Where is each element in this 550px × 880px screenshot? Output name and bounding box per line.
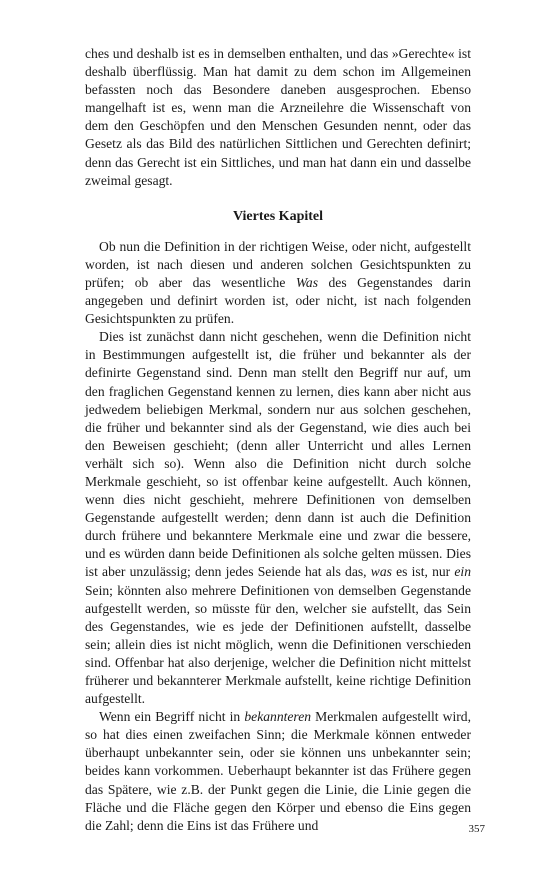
paragraph-2-text-c: Sein; könnten also mehrere Definitionen von demselben Gegenstande aufgestellt werden, so müsste für den, welcher sie aufstellt, das Sein des Gegenstandes, wie es jede der Definitionen aufstellt, dasselbe sein; allein dies ist nicht möglich, wenn die Definitionen verschieden sind. Offenbar hat also derjenige, welcher die Definition nicht mittelst früherer und bekannterer Merkmale aufstellt, keine richtige Definition aufgestellt.: [85, 582, 471, 707]
paragraph-3-emphasis: bekannteren: [244, 709, 312, 725]
paragraph-1-text-a: Ob nun die Definition in der richtigen Weise, oder nicht, aufgestellt worden, ist nach diesen und anderen solchen Gesichtspunkten zu prüfen; ob aber das wesentliche: [85, 238, 471, 290]
page-body: [85, 45, 471, 835]
paragraph-1-emphasis: Was: [295, 274, 319, 290]
paragraph-2-emphasis-1: was: [370, 564, 392, 580]
paragraph-2-emphasis-2: ein: [454, 564, 471, 580]
intro-paragraph: ches und deshalb ist es in demselben enthalten, und das »Gerechte« ist deshalb überflüssig. Man hat damit zu dem schon im Allgemeinen befassten noch das Besondere daneben ausgesprochen. Ebenso mangelhaft ist es, wenn man die Arzneilehre die Wissenschaft von dem den Geschöpfen und den Menschen Gesunden nennt, oder das Gesetz als das Bild des natürlichen Sittlichen und Gerechten definirt; denn das Gerecht ist ein Sittliches, und man hat dann ein und dasselbe zweimal gesagt.: [85, 46, 471, 188]
paragraph-1: [85, 238, 471, 328]
paragraph-2: [85, 328, 471, 708]
paragraph-3: [85, 708, 471, 835]
page-number: 357: [468, 823, 485, 835]
chapter-heading: Viertes Kapitel: [232, 208, 324, 224]
paragraph-3-text-a: Wenn ein Begriff nicht in: [99, 709, 245, 725]
paragraph-1-text-b: des Gegenstandes darin angegeben und definirt worden ist, oder nicht, ist nach folgenden Gesichtspunkten zu prüfen.: [85, 274, 471, 327]
paragraph-3-text-b: Merkmalen aufgestellt wird, so hat dies einen zweifachen Sinn; die Merkmale können entweder überhaupt unbekannter sein, oder sie können uns unbekannter sein; beides kann vorkommen. Ueberhaupt bekannter ist das Frühere gegen das Spätere, wie z.B. der Punkt gegen die Linie, die Linie gegen die Fläche und die Fläche gegen den Körper und ebenso die Eins gegen die Zahl; denn die Eins ist das Frühere und: [85, 709, 472, 833]
paragraph-2-text-a: Dies ist zunächst dann nicht geschehen, wenn die Definition nicht in Bestimmungen aufgestellt ist, die früher und bekannter als der definirte Gegenstand sind. Denn man stellt den Begriff nur auf, um den fraglichen Gegenstand kennen zu lernen, dies kann aber nicht aus jedwedem beliebigen Merkmal, sondern nur aus solchen geschehen, die früher und bekannter sind als der Gegenstand, wie dies auch bei den Beweisen geschieht; (denn aller Unterricht und alles Lernen verhält sich so). Wenn also die Definition nicht durch solche Merkmale geschieht, so ist offenbar keine aufgestellt. Auch können, wenn dies nicht geschieht, mehrere Definitionen von demselben Gegenstande aufgestellt werden; denn dann ist auch die Definition durch frühere und bekanntere Merkmale eine und zwar die bessere, und es würden dann beide Definitionen als solche gelten müssen. Dies ist aber unzulässig; denn jedes Seiende hat als das,: [85, 329, 471, 580]
paragraph-2-text-b: es ist, nur: [391, 564, 455, 580]
